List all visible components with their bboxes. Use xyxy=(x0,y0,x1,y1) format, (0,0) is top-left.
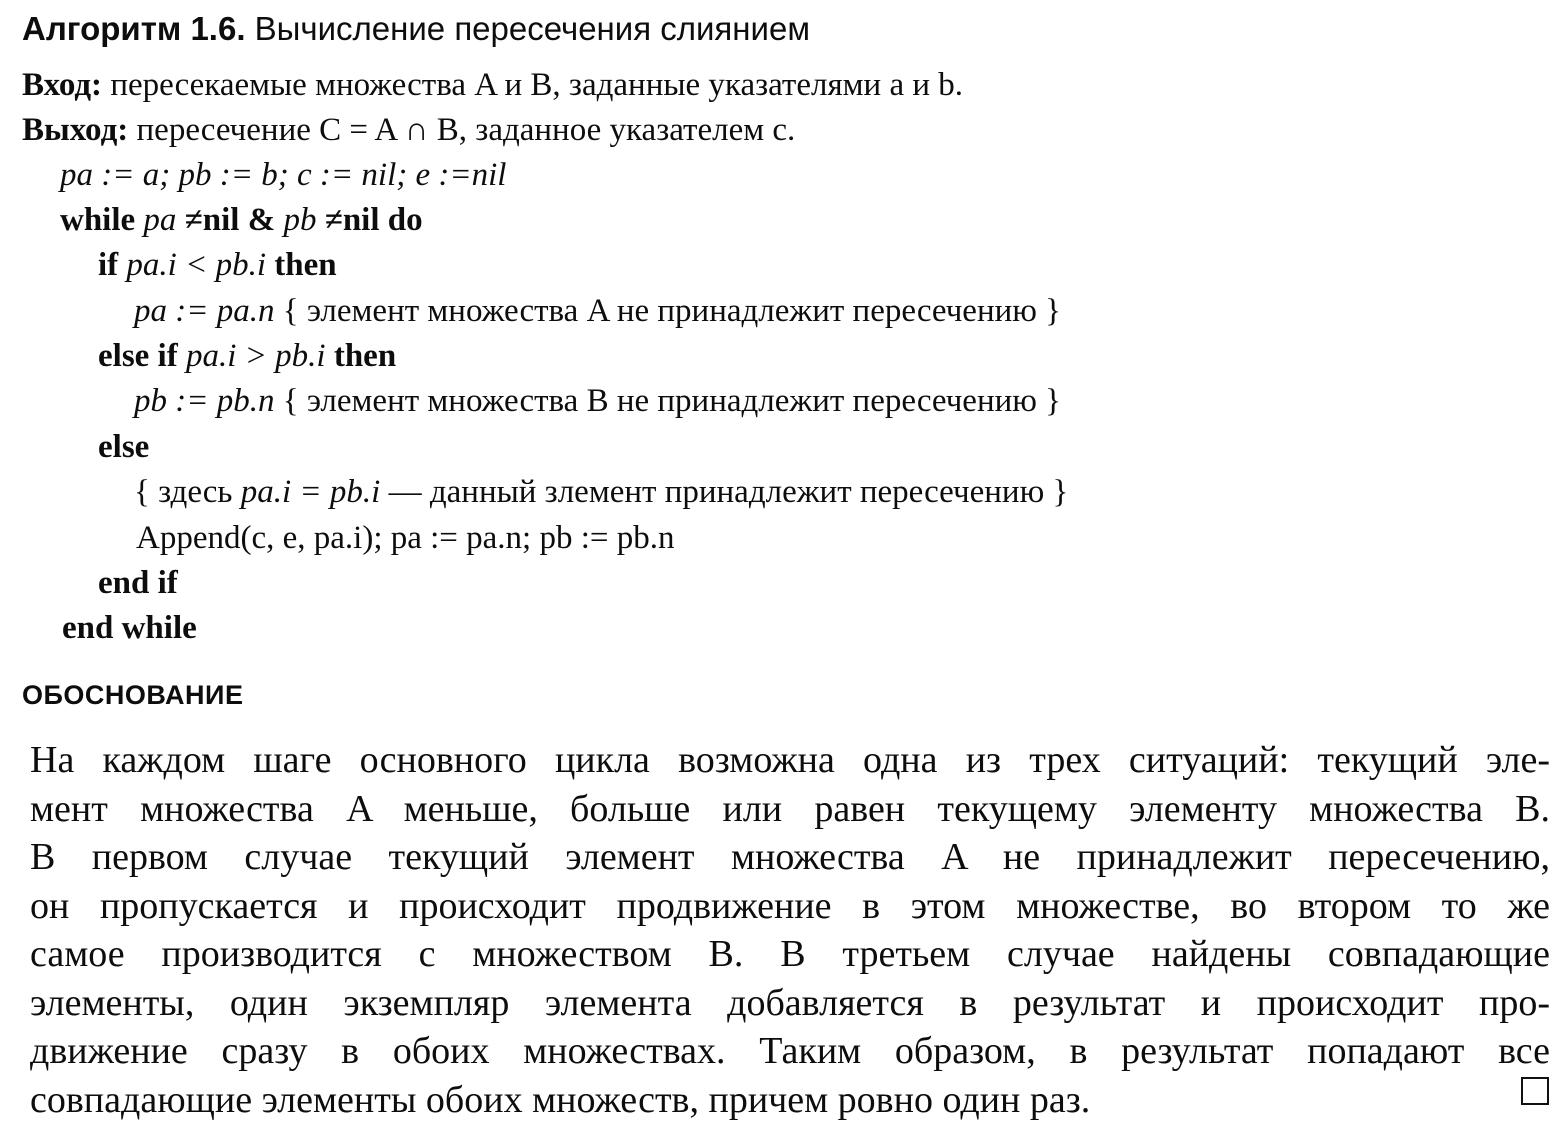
while-ne-2: ≠nil do xyxy=(324,202,423,238)
keyword-if: if xyxy=(98,247,119,283)
code-while xyxy=(60,199,423,241)
keyword-then-2: then xyxy=(333,338,397,374)
var-pa: pa xyxy=(143,202,177,238)
output-line xyxy=(22,109,795,151)
justification-line-6: элементы, один экземпляр элемента добавляется в результат и происходит про- xyxy=(30,982,1550,1024)
justification-line-2: мент множества A меньше, больше или равен текущему элементу множества B. xyxy=(30,788,1550,830)
code-step-a xyxy=(134,290,1061,332)
keyword-else-if: else if xyxy=(98,338,178,374)
code-else: else xyxy=(98,429,150,465)
algorithm-heading xyxy=(22,10,810,48)
justification-line-4: он пропускается и происходит продвижение в этом множестве, во втором то же xyxy=(30,885,1550,927)
step-b-expr: pb := pb.n xyxy=(134,383,275,419)
step-a-expr: pa := pa.n xyxy=(134,293,275,329)
while-ne-1: ≠nil & xyxy=(184,202,276,238)
code-if xyxy=(98,244,337,286)
algorithm-title: Вычисление пересечения слиянием xyxy=(254,10,810,47)
input-text: пересекаемые множества A и B, заданные указателями a и b. xyxy=(110,67,963,103)
justification-line-1: На каждом шаге основного цикла возможна одна из трех ситуаций: текущий эле- xyxy=(30,739,1550,781)
algorithm-number: Алгоритм 1.6. xyxy=(22,10,246,47)
comment-eq-open: { здесь xyxy=(134,474,233,510)
code-comment-eq xyxy=(134,471,1068,513)
justification-line-8: совпадающие элементы обоих множеств, причем ровно один раз. xyxy=(30,1079,1091,1121)
comment-eq-close: — данный злемент принадлежит пересечению } xyxy=(388,474,1069,510)
code-init: pa := a; pb := b; c := nil; e :=nil xyxy=(60,157,507,193)
var-pb: pb xyxy=(283,202,317,238)
code-append: Append(c, e, pa.i); pa := pa.n; pb := pb.n xyxy=(136,520,675,556)
output-text: пересечение C = A ∩ B, заданное указателем c. xyxy=(136,112,796,148)
qed-square-icon xyxy=(1521,1077,1549,1105)
comment-eq-expr: pa.i = pb.i xyxy=(240,474,381,510)
code-else-if xyxy=(98,335,396,377)
justification-line-3: В первом случае текущий элемент множества A не принадлежит пересечению, xyxy=(30,836,1550,878)
output-label: Выход: xyxy=(22,112,129,148)
justification-line-7: движение сразу в обоих множествах. Таким образом, в результат попадают все xyxy=(30,1030,1550,1072)
keyword-while: while xyxy=(60,202,136,238)
keyword-then: then xyxy=(274,247,337,283)
code-step-b xyxy=(134,380,1061,422)
comment-a: { элемент множества A не принадлежит пересечению } xyxy=(282,293,1062,329)
input-label: Вход: xyxy=(22,67,103,103)
code-end-if: end if xyxy=(98,565,178,601)
justification-line-5: самое производится с множеством B. В третьем случае найдены совпадающие xyxy=(30,933,1550,975)
else-if-condition: pa.i > pb.i xyxy=(185,338,326,374)
comment-b: { элемент множества B не принадлежит пересечению } xyxy=(282,383,1062,419)
section-title: ОБОСНОВАНИЕ xyxy=(22,680,244,710)
input-line xyxy=(22,64,963,106)
code-end-while: end while xyxy=(62,610,197,646)
if-condition: pa.i < pb.i xyxy=(126,247,267,283)
